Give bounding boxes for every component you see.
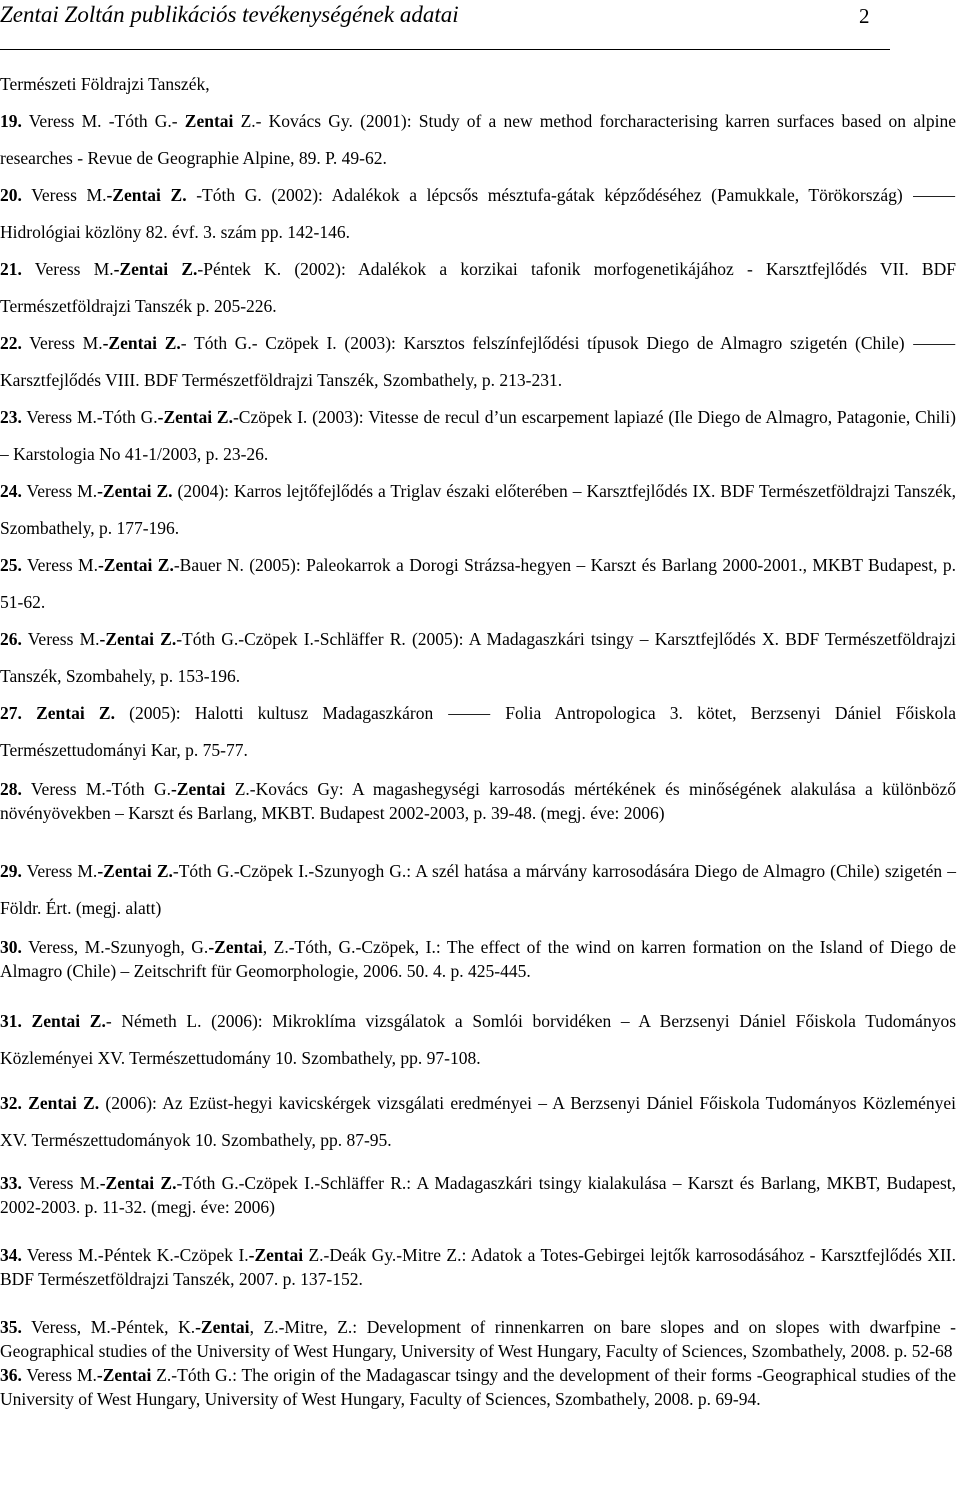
entry-bold-text: -Zentai [96,1365,152,1385]
entry-text: Z.-Deák Gy.-Mitre Z.: Adatok a Totes-Gebirgei lejtők karrosodásához - Karsztfejlődés XII. BDF Természetföldrajzi Tanszék, 2007. p. 137-152. [0,1245,956,1289]
entry-text: , Z.-Tóth, G.-Czöpek, I.: The effect of the wind on karren formation on the Island of Diego de Almagro (Chile) – Zeitschrift für Geomorphologie, 2006. 50. 4. p. 425-445. [0,937,956,981]
entry-text: Z.-Tóth G.: The origin of the Madagascar tsingy and the development of their forms -Geographical studies of the University of West Hungary, University of West Hungary, Faculty of Sciences, Szombathely, 2008. p. 69-94. [0,1365,956,1409]
entry-bold-text: 35. [0,1317,22,1337]
entry-23 [0,399,956,473]
entry-bold-text: 27. [0,703,22,723]
entry-32 [0,1085,956,1159]
entry-bold-text: 34. [0,1245,22,1265]
entry-text: - Németh L. (2006): Mikroklíma vizsgálatok a Somlói borvidéken – A Berzsenyi Dániel Főiskola Tudományos Közleményei XV. Természettudomány 10. Szombathely, pp. 97-108. [0,1011,956,1068]
entry-27 [0,695,956,769]
entry-text [22,1011,32,1031]
entry-text: (2005): Halotti kultusz Madagaszkáron ⸻ Folia Antropologica 3. kötet, Berzsenyi Dániel Főiskola Természettudományi Kar, p. 75-77. [0,703,956,760]
entry-text: Veress M.-Tóth G. [21,407,158,427]
entry-34 [0,1243,956,1291]
entry-bold-text: -Zentai Z. [97,861,173,881]
entry-33 [0,1171,956,1219]
entry-text: Veress M.-Péntek K.-Czöpek I. [21,1245,249,1265]
entry-30 [0,935,956,983]
entry-bold-text: 24. [0,481,22,501]
entry-text: Veress M.-Tóth G. [21,779,171,799]
entry-bold-text: Zentai Z. [36,703,115,723]
entry-text: -Tóth G.-Czöpek I.-Schläffer R.: A Madagaszkári tsingy kialakulása – Karszt és Barlang, MKBT, Budapest, 2002-2003. p. 11-32. (megj. éve: 2006) [0,1173,956,1217]
entry-bold-text: 33. [0,1173,22,1193]
entry-text: Veress M. [21,185,107,205]
entry-text: -Tóth G. (2002): Adalékok a lépcsős mésztufa-gátak képződéséhez (Pamukkale, Törökország) ⸻ Hidrológiai közlöny 82. évf. 3. szám pp. 142-146. [0,185,956,242]
entry-bold-text: 32. [0,1093,22,1113]
entry-bold-text: 25. [0,555,22,575]
entry-0 [0,66,956,103]
entry-text: Veress M. [21,555,98,575]
entry-text: Veress M. [21,1173,100,1193]
entry-29 [0,853,956,927]
entry-bold-text: -Zentai Z. [157,407,233,427]
entry-text: Veress M. -Tóth G.- [21,111,185,131]
entry-bold-text: 30. [0,937,22,957]
entry-text: Veress, M.-Péntek, K. [21,1317,196,1337]
entry-bold-text: 20. [0,185,22,205]
entry-bold-text: 21. [0,259,22,279]
entry-bold-text: -Zentai [248,1245,304,1265]
entry-bold-text: -Zentai Z. [106,185,187,205]
entry-bold-text: 23. [0,407,22,427]
entry-bold-text: -Zentai Z. [102,333,181,353]
entry-24 [0,473,956,547]
entry-text: Veress M. [21,861,98,881]
entry-19 [0,103,956,177]
entry-text: -Tóth G.-Czöpek I.-Schläffer R. (2005): A Madagaszkári tsingy – Karsztfejlődés X. BDF Természetföldrajzi Tanszék, Szombahely, p. 153-196. [0,629,956,686]
entry-bold-text: -Zentai Z. [97,481,173,501]
entry-text: Természeti Földrajzi Tanszék, [0,74,210,94]
entry-26 [0,621,956,695]
entry-36 [0,1363,956,1411]
entry-text: Z.- Kovács Gy. (2001): Study of a new method forcharacterising karren surfaces based on alpine researches - Revue de Geographie Alpine, 89. P. 49-62. [0,111,956,168]
entry-bold-text: -Zentai [195,1317,250,1337]
entry-text: Veress M. [21,481,98,501]
entry-bold-text: 36. [0,1365,22,1385]
entry-text: -Czöpek I. (2003): Vitesse de recul d’un escarpement lapiazé (Ile Diego de Almagro, Patagonie, Chili) – Karstologia No 41-1/2003, p. 23-26. [0,407,956,464]
entry-text: (2004): Karros lejtőfejlődés a Triglav északi előterében – Karsztfejlődés IX. BDF Természetföldrajzi Tanszék, Szombathely, p. 177-196. [0,481,956,538]
entry-text: Veress M. [21,629,100,649]
entry-bold-text: -Zentai [170,779,226,799]
publication-list [0,66,956,1411]
entry-35 [0,1315,956,1363]
entry-text: (2006): Az Ezüst-hegyi kavicskérgek vizsgálati eredményei – A Berzsenyi Dániel Főiskola Tudományos Közleményei XV. Természettudományok 10. Szombathely, pp. 87-95. [0,1093,956,1150]
entry-text: , Z.-Mitre, Z.: Development of rinnenkarren on bare slopes and on slopes with dwarfpine - Geographical studies of the University of West Hungary, University of West Hungary, Faculty of Sciences, Szombathely, 2008. p. 52-68 [0,1317,956,1361]
entry-text [22,703,36,723]
entry-bold-text: -Zentai Z. [99,629,177,649]
entry-text: Veress, M.-Szunyogh, G. [21,937,209,957]
entry-bold-text: -Zentai [208,937,263,957]
entry-text: Z.-Kovács Gy: A magashegységi karrosodás mértékének és minőségének alakulása a különböző növényövekben – Karszt és Barlang, MKBT. Budapest 2002-2003, p. 39-48. (megj. éve: 2006) [0,779,956,823]
entry-25 [0,547,956,621]
entry-21 [0,251,956,325]
page-header [0,0,890,50]
entry-28 [0,777,956,825]
entry-bold-text: Zentai Z. [31,1011,106,1031]
entry-text: Veress M. [21,333,103,353]
document-title: Zentai Zoltán publikációs tevékenységének adatai [0,2,459,27]
entry-20 [0,177,956,251]
entry-text: Veress M. [21,1365,97,1385]
entry-bold-text: Zentai Z. [28,1093,100,1113]
entry-text: - Tóth G.- Czöpek I. (2003): Karsztos felszínfejlődési típusok Diego de Almagro szigetén (Chile) ⸻ Karsztfejlődés VIII. BDF Természetföldrajzi Tanszék, Szombathely, p. 213-231. [0,333,956,390]
entry-22 [0,325,956,399]
entry-bold-text: -Zentai Z. [113,259,198,279]
entry-bold-text: 22. [0,333,22,353]
entry-text: -Tóth G.-Czöpek I.-Szunyogh G.: A szél hatása a márvány karrosodására Diego de Almagro (Chile) szigetén – Földr. Ért. (megj. alatt) [0,861,956,918]
entry-bold-text: Zentai [184,111,234,131]
page-number: 2 [859,4,870,28]
entry-text: Veress M. [21,259,114,279]
entry-bold-text: -Zentai Z. [97,555,174,575]
entry-bold-text: 28. [0,779,22,799]
entry-bold-text: 19. [0,111,22,131]
entry-bold-text: 29. [0,861,22,881]
entry-bold-text: -Zentai Z. [99,1173,177,1193]
entry-31 [0,1003,956,1077]
entry-bold-text: 26. [0,629,22,649]
entry-text: -Bauer N. (2005): Paleokarrok a Dorogi Strázsa-hegyen – Karszt és Barlang 2000-2001., MKBT Budapest, p. 51-62. [0,555,956,612]
entry-bold-text: 31. [0,1011,22,1031]
entry-text: -Péntek K. (2002): Adalékok a korzikai tafonik morfogenetikájához - Karsztfejlődés VII. BDF Természetföldrajzi Tanszék p. 205-226. [0,259,956,316]
